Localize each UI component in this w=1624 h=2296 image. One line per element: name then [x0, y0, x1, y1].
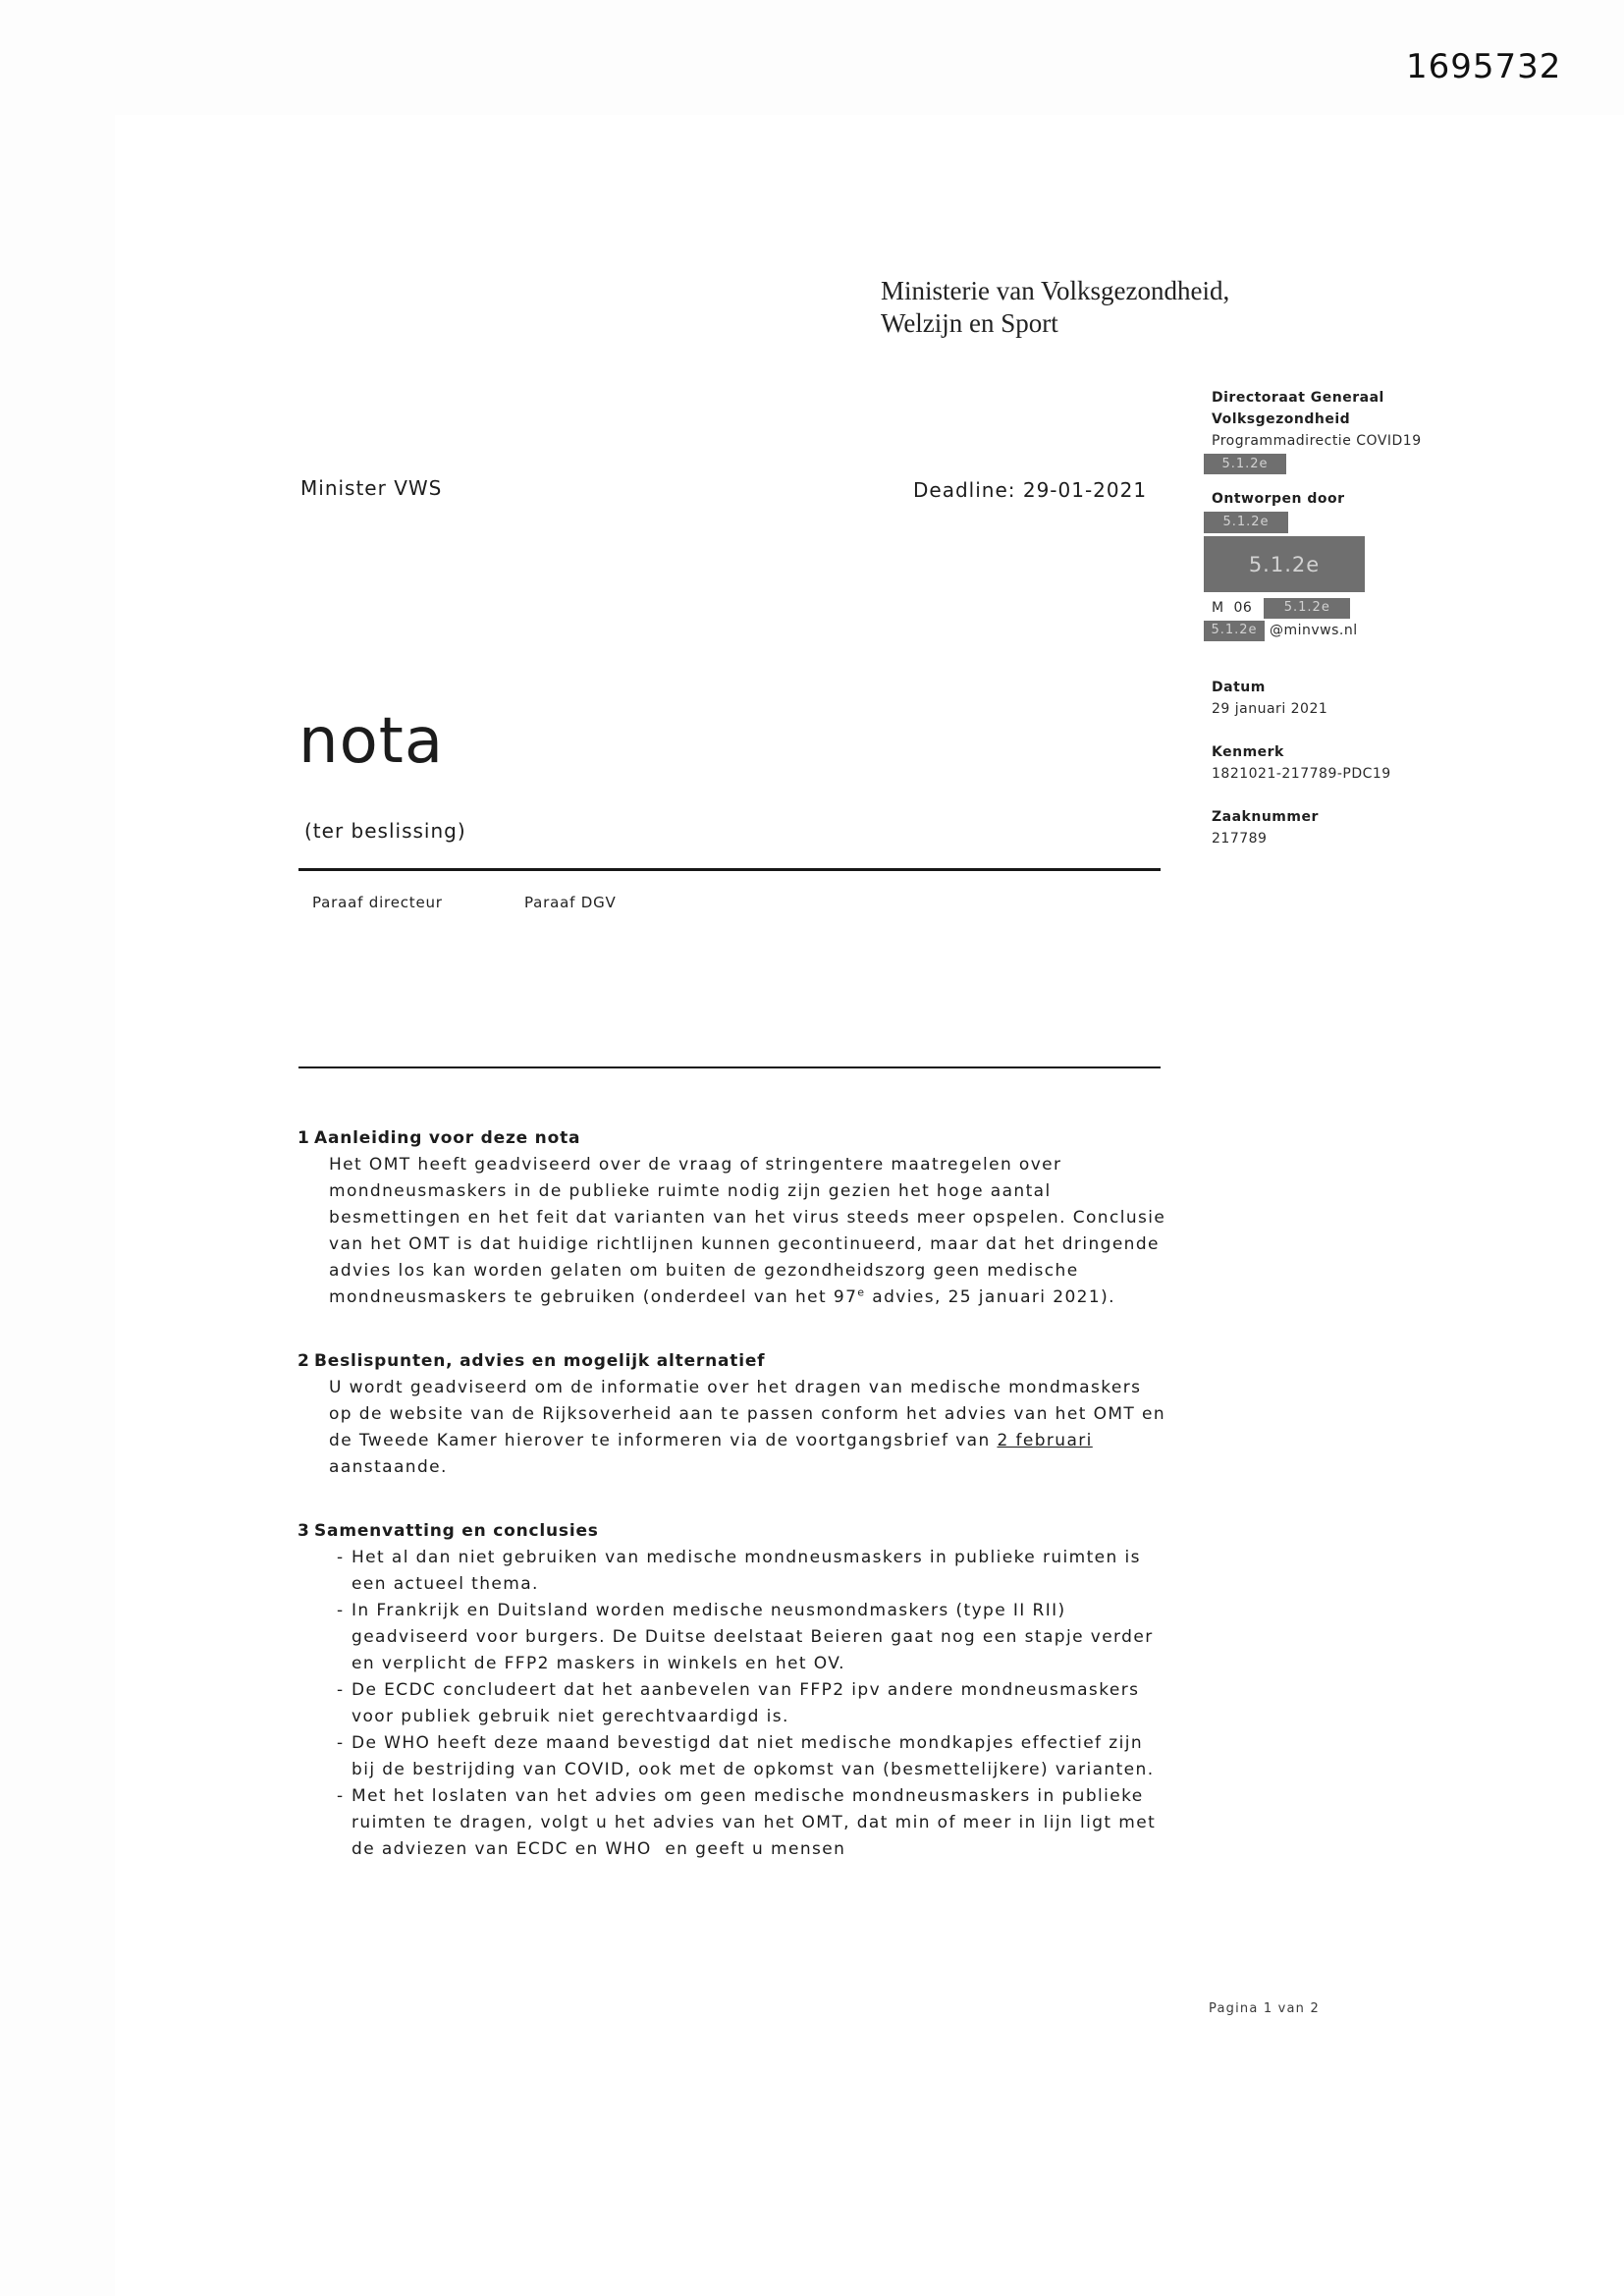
- bullet-marker: -: [337, 1786, 345, 1806]
- ministry-header: [881, 275, 1229, 340]
- redaction-box: 5.1.2e: [1204, 621, 1265, 641]
- bullet-marker: -: [337, 1601, 345, 1620]
- bullet-text: [352, 1730, 1171, 1783]
- page-number: Pagina 1 van 2: [1209, 2001, 1320, 2016]
- bullet-item: [337, 1730, 1171, 1783]
- paraaf-directeur-label: Paraaf directeur: [312, 894, 443, 911]
- kenmerk-label: Kenmerk: [1212, 744, 1284, 760]
- text-run: U wordt geadviseerd om de informatie over het dragen van medische mondmaskers op de website van de Rijksoverheid aan te passen conform het advies van het OMT en de Tweede Kamer hierover te informeren via de voortgangsbrief van: [329, 1378, 1166, 1450]
- phone-line: [1204, 597, 1498, 619]
- text-run: De WHO heeft deze maand bevestigd dat niet medische mondkapjes effectief zijn bij de bestrijding van COVID, ook met de opkomst van (besmettelijkere) varianten.: [352, 1733, 1155, 1779]
- redaction-box: 5.1.2e: [1204, 512, 1288, 533]
- deadline-label: Deadline: 29-01-2021: [913, 478, 1148, 502]
- text-run: 2 februari: [997, 1431, 1093, 1450]
- horizontal-rule-top: [298, 868, 1161, 871]
- redaction-box: 5.1.2e: [1264, 598, 1350, 619]
- superscript-run: e: [857, 1285, 866, 1299]
- section: [298, 1348, 1171, 1481]
- bullet-text: [352, 1545, 1171, 1598]
- ontworpen-door-label: Ontworpen door: [1212, 491, 1345, 507]
- text-run: aanstaande.: [329, 1457, 448, 1477]
- document-id-stamp: 1695732: [1406, 47, 1562, 86]
- redaction-box-large: 5.1.2e: [1204, 536, 1365, 592]
- metadata-sidebar: [1204, 387, 1498, 849]
- section-title: Samenvatting en conclusies: [314, 1521, 599, 1541]
- bullet-item: [337, 1545, 1171, 1598]
- ministry-line-2: Welzijn en Sport: [881, 308, 1058, 338]
- datum-value: 29 januari 2021: [1212, 701, 1328, 717]
- datum-label: Datum: [1212, 680, 1266, 695]
- email-domain: @minvws.nl: [1270, 623, 1358, 638]
- text-run: advies, 25 januari 2021).: [865, 1287, 1115, 1307]
- bullet-item: [337, 1598, 1171, 1677]
- bullet-text: [352, 1783, 1171, 1863]
- section-number: 1: [298, 1128, 310, 1148]
- recipient-label: Minister VWS: [300, 476, 443, 500]
- bullet-marker: -: [337, 1680, 345, 1700]
- bullet-text: [352, 1598, 1171, 1677]
- section-title: Beslispunten, advies en mogelijk alternatief: [314, 1351, 766, 1371]
- document-title: nota: [298, 705, 445, 778]
- org-name-line-1: Directoraat Generaal: [1212, 390, 1384, 406]
- bullet-text: [352, 1677, 1171, 1730]
- redaction-box: 5.1.2e: [1204, 454, 1286, 474]
- org-name-line-2: Volksgezondheid: [1212, 411, 1351, 427]
- text-run: Met het loslaten van het advies om geen medische mondneusmaskers in publieke ruimten te dragen, volgt u het advies van het OMT, dat min of meer in lijn ligt met de adviezen van ECDC en WHO en geeft u mensen: [352, 1786, 1157, 1859]
- bullet-item: [337, 1783, 1171, 1863]
- section-number: 3: [298, 1521, 310, 1541]
- text-run: Het al dan niet gebruiken van medische mondneusmaskers in publieke ruimten is een actueel thema.: [352, 1548, 1141, 1594]
- email-line: [1204, 620, 1498, 641]
- sections: [298, 1125, 1171, 1900]
- paraaf-dgv-label: Paraaf DGV: [524, 894, 617, 911]
- section: [298, 1125, 1171, 1311]
- section-heading: [298, 1348, 1171, 1375]
- text-run: De ECDC concludeert dat het aanbevelen van FFP2 ipv andere mondneusmaskers voor publiek gebruik niet gerechtvaardigd is.: [352, 1680, 1140, 1726]
- section-heading: [298, 1518, 1171, 1545]
- section-heading: [298, 1125, 1171, 1152]
- section-number: 2: [298, 1351, 310, 1371]
- document-subtitle: (ter beslissing): [304, 819, 466, 843]
- section-paragraph: [329, 1375, 1171, 1481]
- section-title: Aanleiding voor deze nota: [314, 1128, 581, 1148]
- kenmerk-value: 1821021-217789-PDC19: [1212, 766, 1391, 782]
- phone-prefix: M 06: [1212, 600, 1253, 616]
- text-run: In Frankrijk en Duitsland worden medische neusmondmaskers (type II RII) geadviseerd voor burgers. De Duitse deelstaat Beieren gaat nog een stapje verder en verplicht de FFP2 maskers in winkels en het OV.: [352, 1601, 1154, 1673]
- bullet-marker: -: [337, 1733, 345, 1753]
- text-run: Het OMT heeft geadviseerd over de vraag of stringentere maatregelen over mondneusmaskers in de publieke ruimte nodig zijn gezien het hoge aantal besmettingen en het feit dat varianten van het virus steeds meer opspelen. Conclusie van het OMT is dat huidige richtlijnen kunnen gecontinueerd, maar dat het dringende advies los kan worden gelaten om buiten de gezondheidszorg geen medische mondneusmaskers te gebruiken (onderdeel van het 97: [329, 1155, 1166, 1307]
- org-subdivision: Programmadirectie COVID19: [1212, 433, 1422, 449]
- horizontal-rule-bottom: [298, 1066, 1161, 1068]
- bullet-item: [337, 1677, 1171, 1730]
- ministry-line-1: Ministerie van Volksgezondheid,: [881, 276, 1230, 305]
- section-paragraph: [329, 1152, 1171, 1311]
- section: [298, 1518, 1171, 1863]
- zaaknummer-label: Zaaknummer: [1212, 809, 1319, 825]
- zaaknummer-value: 217789: [1212, 831, 1268, 847]
- bullet-marker: -: [337, 1548, 345, 1567]
